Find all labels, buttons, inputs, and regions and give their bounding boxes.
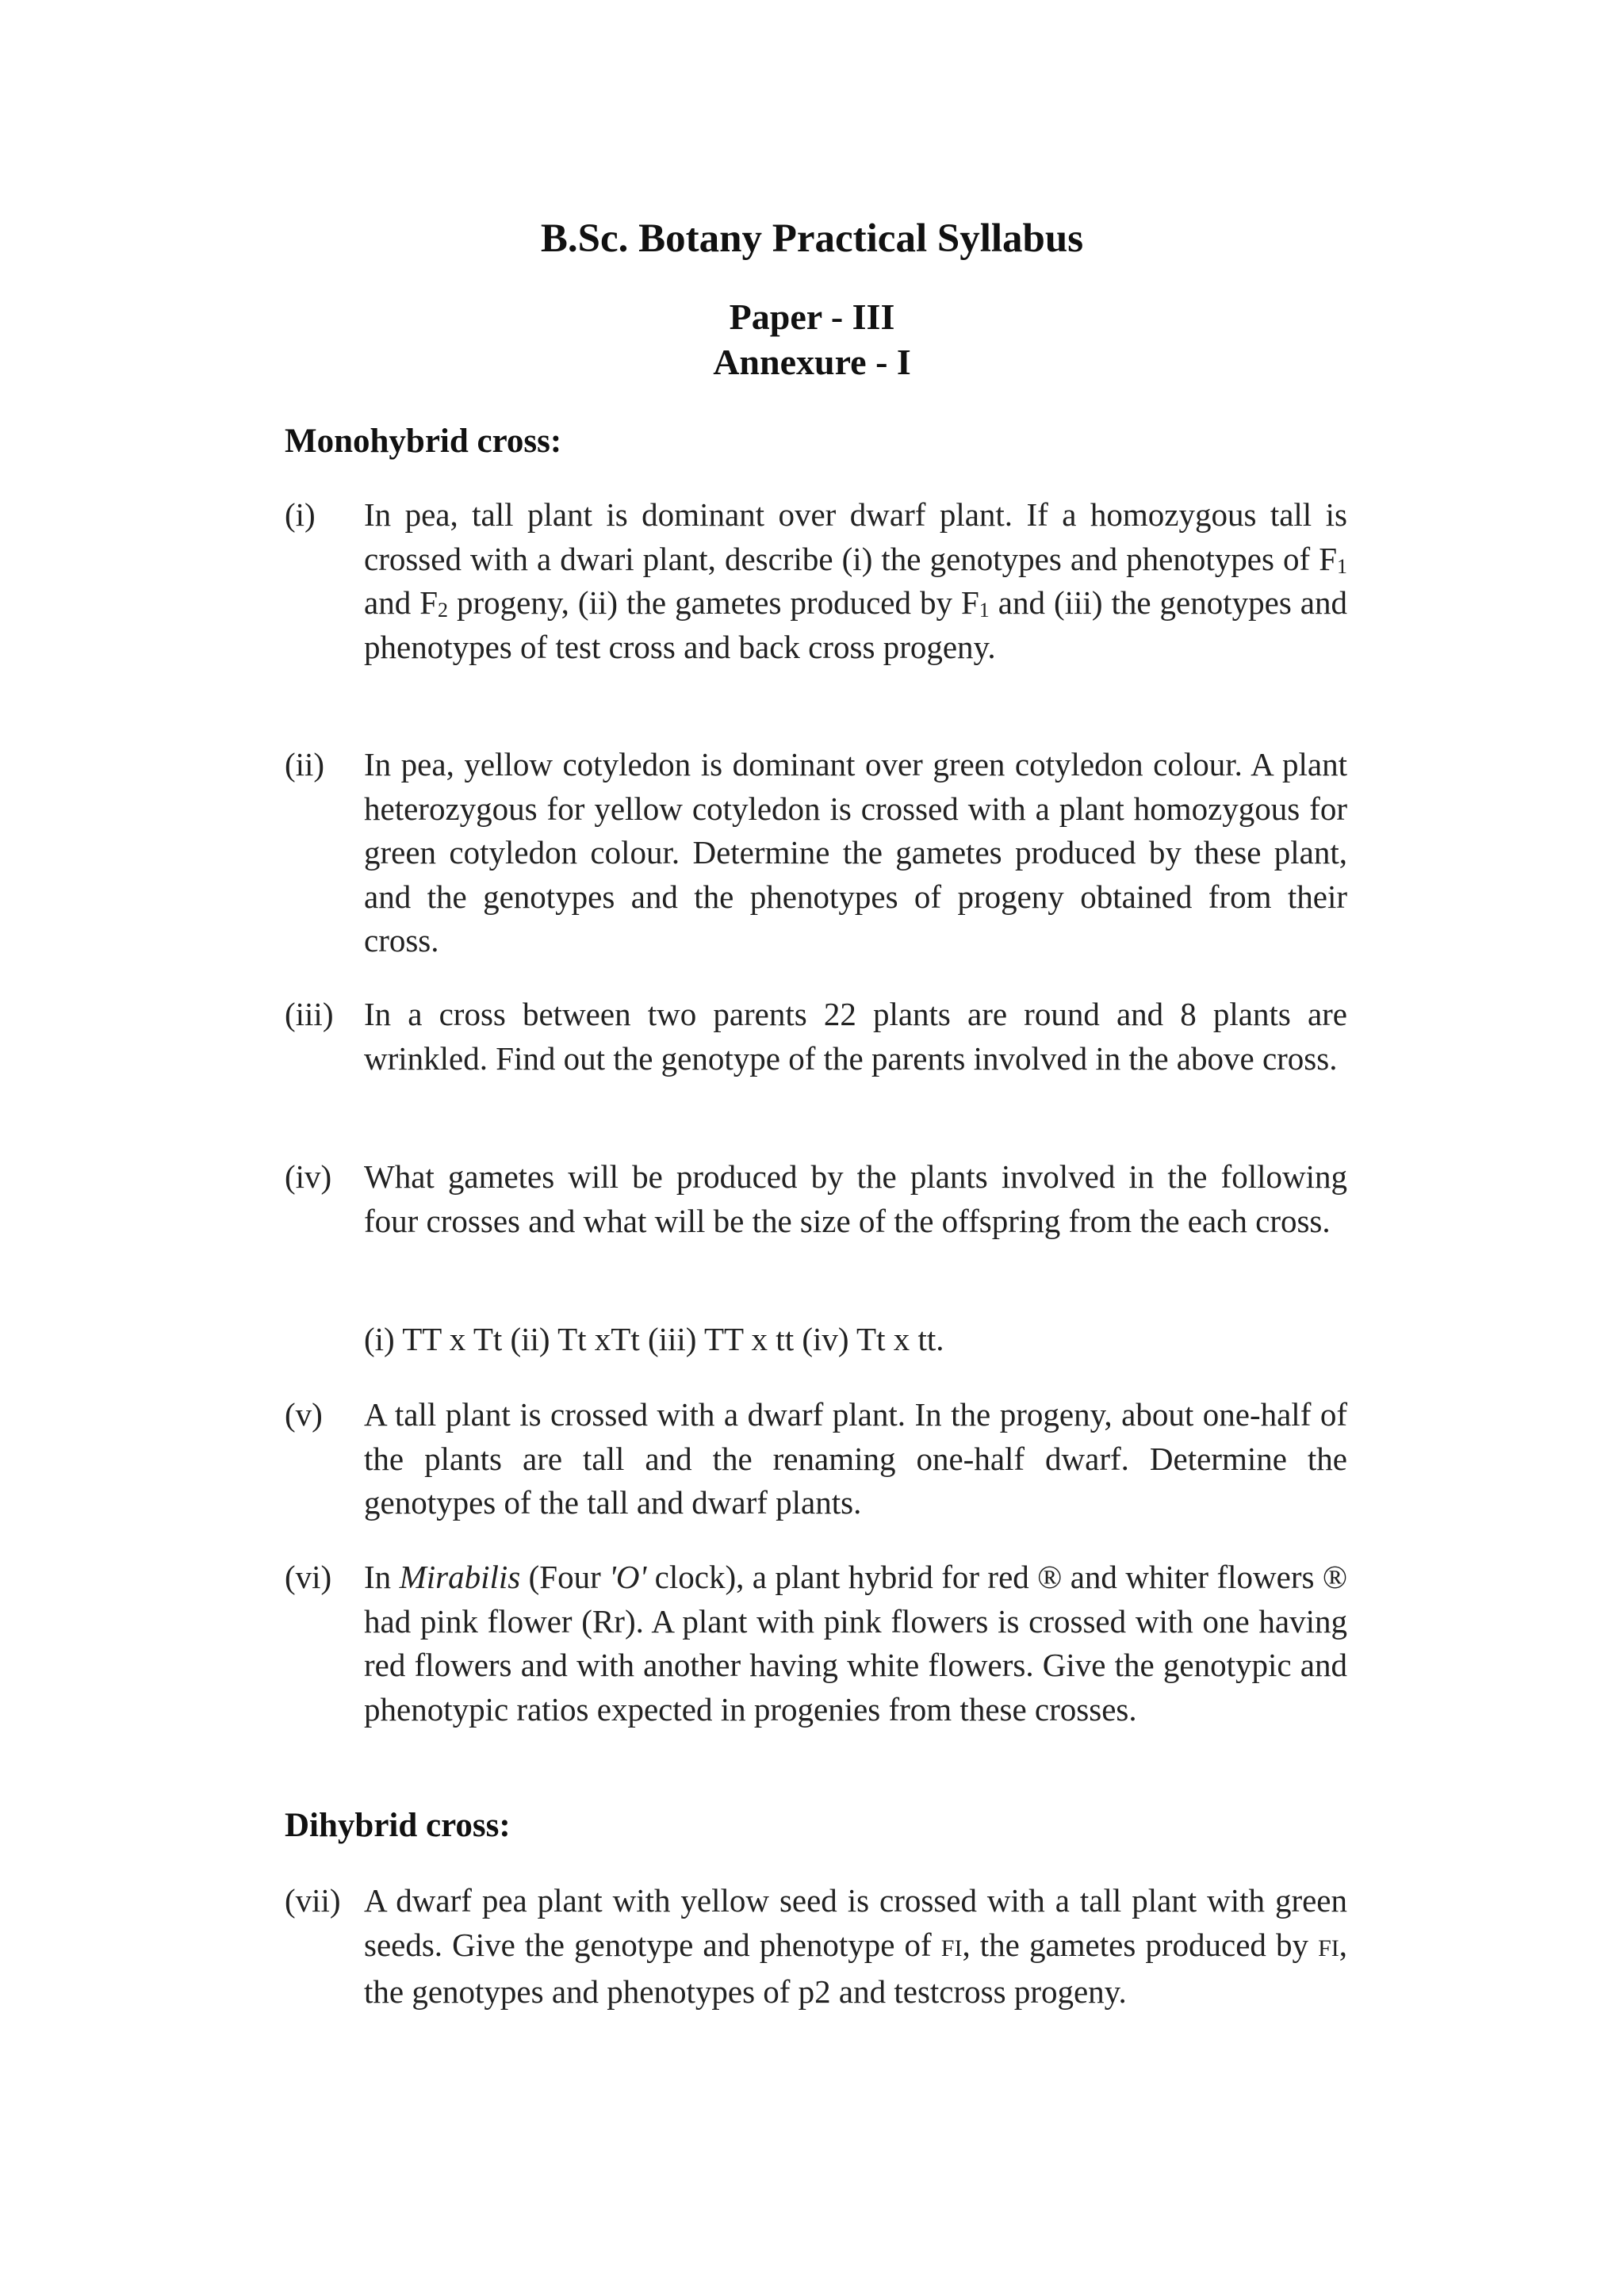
item-text: A tall plant is crossed with a dwarf plant. In the progeny, about one-half of the plants are tall and the renaming one-half dwarf. Determine the genotypes of the tall and dwarf plants. xyxy=(364,1396,1347,1521)
item-number: (vi) xyxy=(285,1559,332,1595)
paper-number: Paper - III xyxy=(729,297,895,337)
item-text: What gametes will be produced by the plants involved in the following four crosses and what will be the size of the offspring from the each cross. xyxy=(364,1158,1347,1239)
question-item-vi xyxy=(285,1556,1347,1732)
question-item-v xyxy=(285,1393,1347,1525)
question-item-ii xyxy=(285,743,1347,963)
item-number: (iii) xyxy=(285,996,334,1032)
document-title: B.Sc. Botany Practical Syllabus xyxy=(540,216,1084,261)
annexure-label: Annexure - I xyxy=(713,342,911,382)
question-item-iv xyxy=(285,1155,1347,1243)
item-text: In Mirabilis (Four 'O' clock), a plant hybrid for red ® and whiter flowers ® had pink flower (Rr). A plant with pink flowers is crossed with one having red flowers and with another having white flowers. Give the genotypic and phenotypic ratios expected in progenies from these crosses. xyxy=(364,1559,1347,1728)
item-number: (v) xyxy=(285,1396,323,1433)
item-number: (iv) xyxy=(285,1158,332,1195)
item-text: In pea, yellow cotyledon is dominant over green cotyledon colour. A plant heterozygous for yellow cotyledon is crossed with a plant homozygous for green cotyledon colour. Determine the gametes produced by these plant, and the genotypes and the phenotypes of progeny obtained from their cross. xyxy=(364,746,1347,959)
item-number: (vii) xyxy=(285,1882,341,1919)
crosses-list: (i) TT x Tt (ii) Tt xTt (iii) TT x tt (iv) Tt x tt. xyxy=(364,1321,944,1357)
item-text: In a cross between two parents 22 plants are round and 8 plants are wrinkled. Find out the genotype of the parents involved in the above cross. xyxy=(364,996,1347,1077)
question-item-i xyxy=(285,493,1347,669)
question-item-vii xyxy=(285,1879,1347,2015)
item-number: (i) xyxy=(285,496,316,533)
monohybrid-heading: Monohybrid cross: xyxy=(285,423,562,460)
item-text: A dwarf pea plant with yellow seed is crossed with a tall plant with green seeds. Give the genotype and phenotype of FI, the gametes produced by FI, the genotypes and phenotypes of p2 and testcross progeny. xyxy=(364,1882,1347,2011)
dihybrid-heading: Dihybrid cross: xyxy=(285,1807,511,1844)
item-text: In pea, tall plant is dominant over dwarf plant. If a homozygous tall is crossed with a dwari plant, describe (i) the genotypes and phenotypes of $F_1$ and $F_2$ progeny, (ii) the gametes produced by $F_1$ and (iii) the genotypes and phenotypes of test cross and back cross progeny. xyxy=(364,496,1347,665)
item-number: (ii) xyxy=(285,746,325,783)
question-item-iii xyxy=(285,993,1347,1081)
